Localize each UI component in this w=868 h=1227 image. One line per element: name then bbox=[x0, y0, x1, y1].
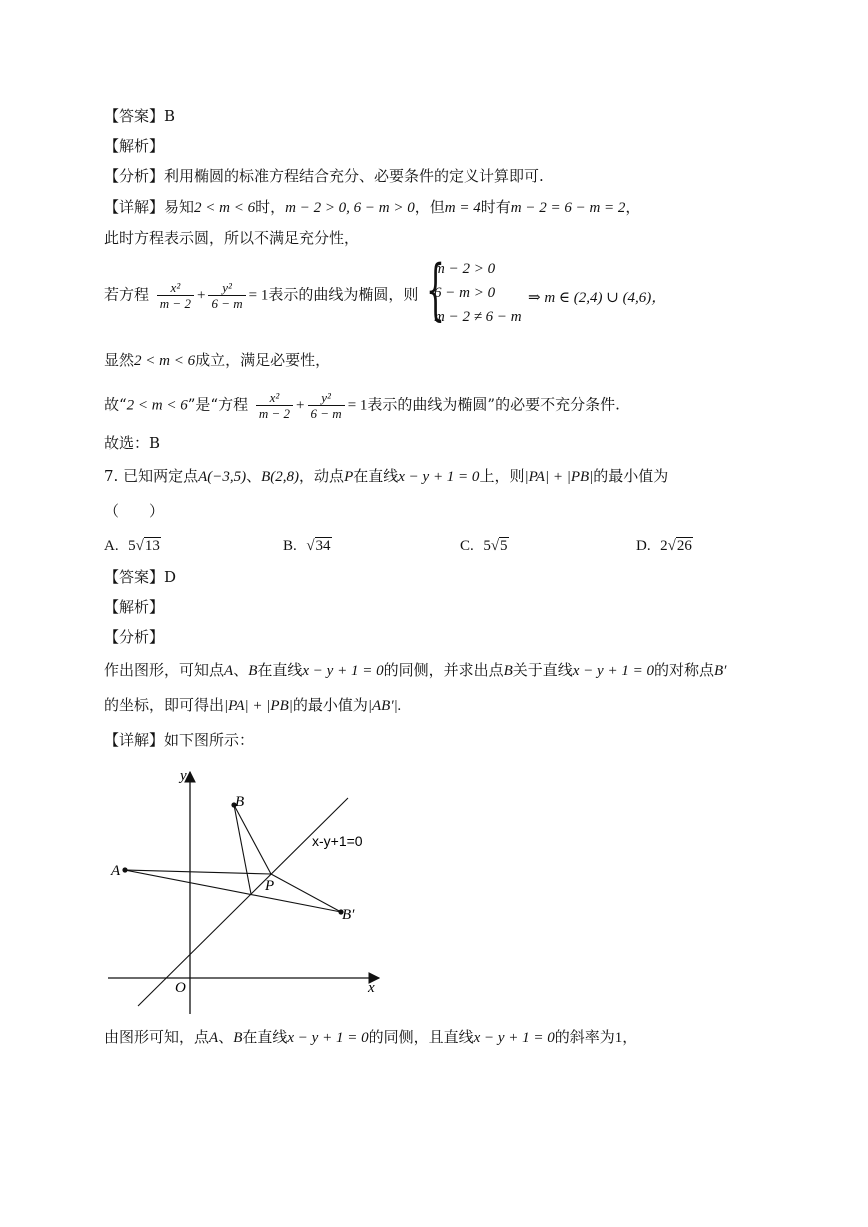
system-row-3: m − 2 ≠ 6 − m bbox=[434, 309, 522, 325]
detail-line-1: 【详解】易知2 < m < 6时，m − 2 > 0, 6 − m > 0，但m = 4时有m − 2 = 6 − m = 2， bbox=[104, 198, 641, 216]
guxuan-line: 故选：B bbox=[104, 434, 161, 452]
label-P: P bbox=[265, 878, 275, 894]
label-y: y bbox=[180, 768, 187, 784]
fenxi-line-1: 【分析】利用椭圆的标准方程结合充分、必要条件的定义计算即可. bbox=[104, 167, 544, 185]
system-row-1: m − 2 > 0 bbox=[434, 261, 496, 277]
fraction-x-2: $\frac{\text{x²}}{m - 2}$ bbox=[256, 390, 293, 421]
zuobiao-line: 的坐标，即可得出|PA| + |PB|的最小值为|AB′|. bbox=[104, 696, 402, 714]
segment-AP bbox=[125, 870, 271, 874]
label-Bp: B′ bbox=[342, 907, 355, 923]
segment-BBp-part bbox=[234, 805, 251, 894]
fraction-y-2: $\frac{\text{y²}}{6 - m}$ bbox=[308, 390, 345, 421]
label-line-equation: x-y+1=0 bbox=[312, 833, 363, 849]
segment-ABp bbox=[125, 870, 341, 912]
ruo-line: 若方程 $\frac{\text{x²}}{m - 2}$ + $\frac{\text{y²}}{6 - m}$ = 1表示的曲线为椭圆，则 bbox=[104, 280, 419, 311]
question-7-paren: （ ） bbox=[104, 502, 165, 520]
question-7: 7. 已知两定点A(−3,5)、B(2,8)，动点P在直线x − y + 1 = 0上，则|PA| + |PB|的最小值为 bbox=[104, 467, 669, 485]
label-O: O bbox=[175, 980, 186, 996]
fraction-x: $\frac{\text{x²}}{m - 2}$ bbox=[157, 280, 194, 311]
left-brace: { bbox=[426, 251, 445, 328]
option-d[interactable]: D. 2√26 bbox=[636, 538, 692, 554]
option-c[interactable]: C. 5√5 bbox=[460, 538, 508, 554]
label-x: x bbox=[368, 980, 375, 996]
conclusion-line: 故“2 < m < 6”是“方程 $\frac{\text{x²}}{m - 2}$ + $\frac{\text{y²}}{6 - m}$ = 1表示的曲线为椭圆”的必要不充分条件. bbox=[104, 390, 620, 421]
label-B: B bbox=[235, 794, 245, 810]
xianran-line: 显然2 < m < 6成立，满足必要性， bbox=[104, 351, 331, 369]
point-A bbox=[122, 867, 127, 872]
label-A: A bbox=[111, 863, 121, 879]
detail-line-2: 此时方程表示圆，所以不满足充分性， bbox=[104, 229, 360, 247]
fenxi-line-2: 【分析】 bbox=[104, 628, 165, 646]
option-a[interactable]: A. 5√13 bbox=[104, 538, 160, 554]
segment-PBp bbox=[271, 874, 341, 912]
zuochu-line: 作出图形，可知点A、B在直线x − y + 1 = 0的同侧，并求出点B关于直线x − y + 1 = 0的对称点B′ bbox=[104, 661, 727, 679]
segment-BP bbox=[234, 805, 271, 874]
geometry-figure bbox=[104, 762, 394, 1022]
answer-line-2: 【答案】D bbox=[104, 568, 177, 586]
answer-line-1: 【答案】B bbox=[104, 107, 176, 125]
ruo-result: ⇒ m ∈ (2,4) ∪ (4,6)， bbox=[528, 290, 667, 306]
analysis-heading-2: 【解析】 bbox=[104, 598, 165, 616]
fraction-y: $\frac{\text{y²}}{6 - m}$ bbox=[208, 280, 245, 311]
line-x-y-1 bbox=[138, 798, 348, 1006]
last-line: 由图形可知，点A、B在直线x − y + 1 = 0的同侧，且直线x − y + 1 = 0的斜率为1， bbox=[104, 1028, 638, 1046]
option-b[interactable]: B. √34 bbox=[283, 538, 331, 554]
detail-line-3: 【详解】如下图所示： bbox=[104, 731, 255, 749]
analysis-heading-1: 【解析】 bbox=[104, 137, 165, 155]
system-row-2: 6 − m > 0 bbox=[434, 285, 496, 301]
